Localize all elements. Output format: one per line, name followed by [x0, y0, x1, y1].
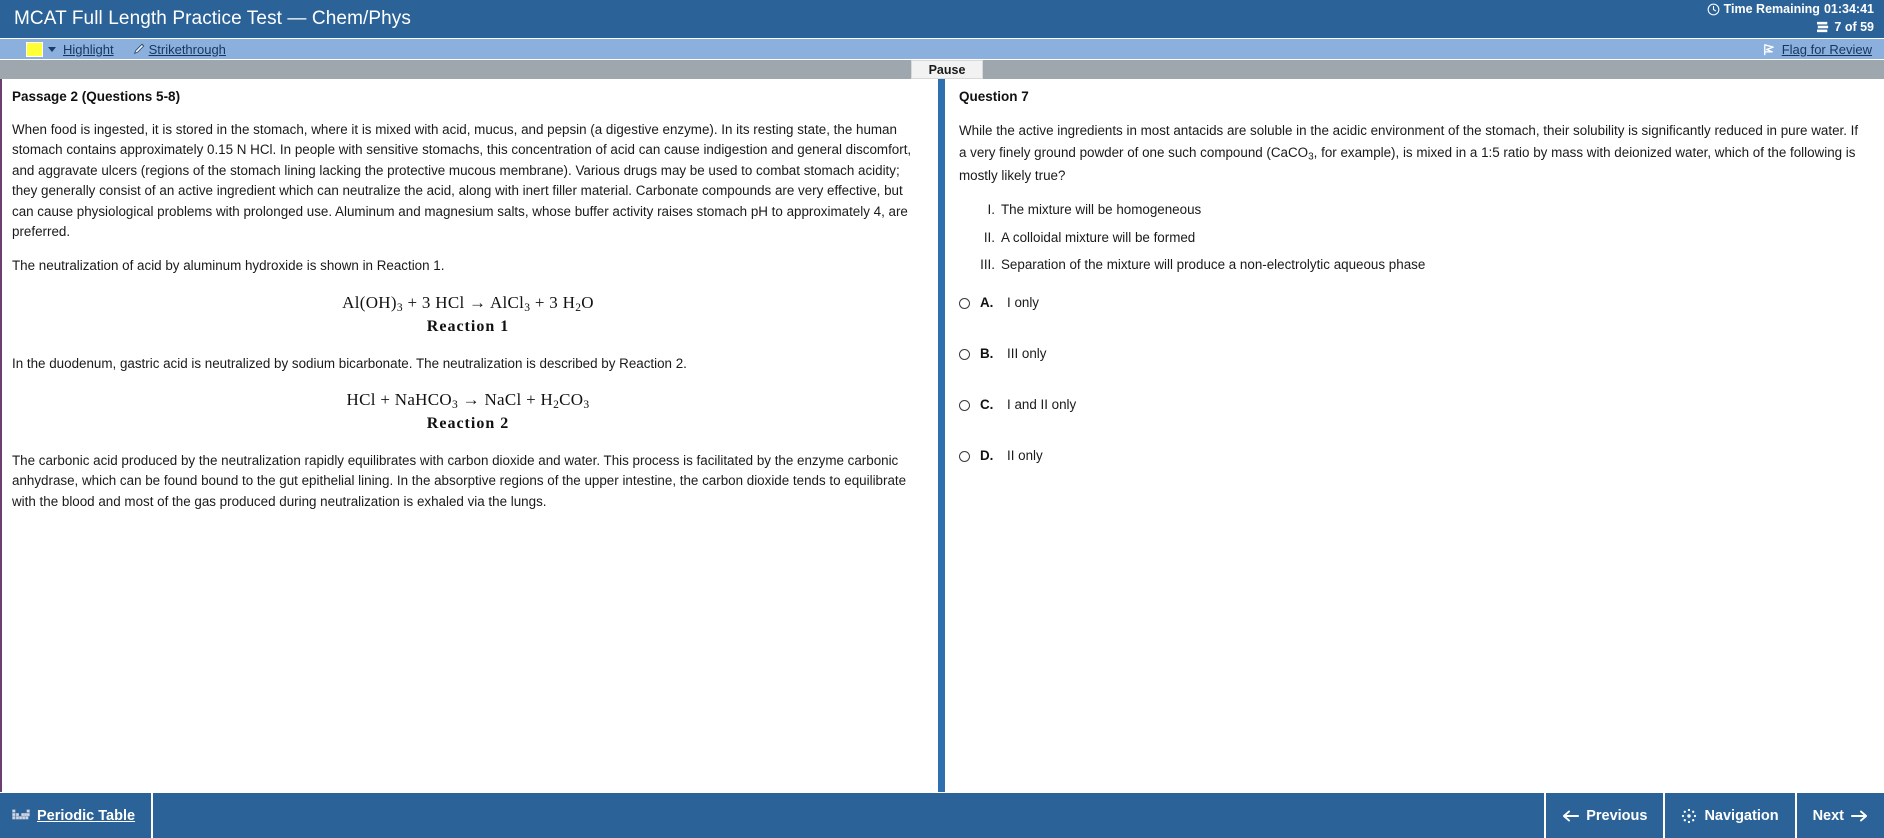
answer-choice-a[interactable]: [959, 295, 1868, 310]
next-button[interactable]: [1795, 793, 1884, 838]
roman-item-1: [973, 199, 1868, 220]
arrow-left-icon: [1562, 809, 1579, 823]
answer-choice-d[interactable]: [959, 448, 1868, 463]
answer-letter-c: C.: [980, 397, 994, 413]
highlight-button-label[interactable]: Highlight: [63, 41, 114, 57]
navigation-icon: [1681, 808, 1697, 824]
highlight-tool[interactable]: [26, 42, 114, 57]
passage-title: Passage 2 (Questions 5-8): [12, 89, 181, 104]
exam-content: [0, 79, 1884, 792]
roman-numeral-3: III.: [980, 256, 995, 272]
question-counter-value: 7 of 59: [1834, 19, 1874, 34]
app-header: [0, 0, 1884, 38]
answer-text-d: II only: [1007, 448, 1043, 464]
roman-text-2: A colloidal mixture will be formed: [1001, 229, 1196, 245]
question-stem-subscript: 3: [1308, 151, 1314, 163]
answer-choice-c[interactable]: [959, 397, 1868, 412]
reaction-1-label: Reaction 1: [426, 317, 510, 335]
reaction-2-equation: HCl + NaHCO$_3$ → NaCl + $H_2CO_3$: [346, 389, 590, 411]
next-label: Next: [1812, 807, 1844, 824]
radio-button-c[interactable]: [959, 400, 970, 411]
pencil-icon[interactable]: [132, 42, 146, 56]
roman-text-3: Separation of the mixture will produce a non-electrolytic aqueous phase: [1001, 256, 1426, 272]
answer-letter-a: A.: [980, 295, 994, 311]
reaction-1-block: [12, 293, 924, 336]
passage-panel: [2, 79, 938, 792]
radio-button-b[interactable]: [959, 349, 970, 360]
answer-choice-b[interactable]: [959, 346, 1868, 361]
answer-letter-d: D.: [980, 448, 994, 464]
reaction-1-equation: $Al(OH)_3 + 3$ HCl → AlCl$_3$ + 3 $H_2O$: [342, 292, 594, 314]
question-panel: [945, 79, 1884, 792]
previous-button[interactable]: [1544, 793, 1663, 838]
periodic-table-button[interactable]: [0, 793, 153, 838]
pages-icon: [1816, 21, 1830, 33]
flag-icon[interactable]: [1761, 42, 1776, 57]
roman-item-2: [973, 227, 1868, 248]
header-status-group: [1707, 2, 1874, 35]
flag-for-review-button[interactable]: [1761, 42, 1872, 57]
radio-button-a[interactable]: [959, 298, 970, 309]
clock-icon: [1707, 3, 1720, 16]
reaction-2-label: Reaction 2: [426, 414, 510, 432]
passage-paragraph-4: The carbonic acid produced by the neutralization rapidly equilibrates with carbon dioxide and water. This process is facilitated by the enzyme carbonic anhydrase, which can be found bound to the gut epithelial lining. In the absorptive regions of the upper intestine, the carbon dioxide tends to equilibrate with the blood and most of the gas produced during neutralization is exhaled via the lungs.: [12, 452, 907, 509]
answer-text-c: I and II only: [1007, 397, 1077, 413]
periodic-table-text: Periodic Table: [37, 807, 136, 824]
question-stem-part1: While the active ingredients in most antacids are soluble in the acidic environment of the stomach, their solubility is significantly reduced in pure water. If a very finely ground powder of one such compound (CaCO: [959, 123, 1859, 160]
navigation-label: Navigation: [1704, 807, 1779, 824]
strikethrough-tool[interactable]: [132, 42, 226, 57]
roman-numeral-1: I.: [987, 202, 995, 218]
footer-nav-group: [1544, 793, 1884, 838]
radio-button-d[interactable]: [959, 451, 970, 462]
time-remaining-label: Time Remaining: [1723, 2, 1820, 16]
answer-text-a: I only: [1007, 295, 1040, 311]
answer-letter-b: B.: [980, 346, 994, 362]
periodic-table-icon: [12, 809, 30, 823]
highlight-color-swatch[interactable]: [26, 42, 43, 57]
time-remaining: [1707, 2, 1874, 18]
question-counter: [1707, 20, 1874, 36]
strikethrough-button-label[interactable]: Strikethrough: [148, 41, 226, 57]
pause-button[interactable]: Pause: [911, 60, 983, 79]
annotation-toolbar: [0, 38, 1884, 60]
chevron-down-icon[interactable]: [48, 47, 56, 52]
roman-numeral-2: II.: [983, 229, 995, 245]
reaction-2-block: [12, 390, 924, 433]
arrow-right-icon: [1851, 809, 1868, 823]
roman-item-3: [973, 254, 1868, 275]
previous-label: Previous: [1586, 807, 1648, 824]
passage-paragraph-1: When food is ingested, it is stored in the stomach, where it is mixed with acid, mucus, and pepsin (a digestive enzyme). In its resting state, the human stomach contains approximately 0.15 N HCl. In people with sensitive stomachs, this concentration of acid can cause indigestion and general discomfort, and aggravate ulcers (regions of the stomach lining lacking the protective mucous membrane). Various drugs may be used to combat stomach acidity; they generally consist of an active ingredient which can neutralize the acid, along with inert filler material. Carbonate compounds are very effective, but can cause physiological problems with prolonged use. Aluminum and magnesium salts, whose buffer activity raises stomach pH to approximately 4, are preferred.: [12, 122, 912, 239]
answer-choices: [959, 295, 1868, 463]
question-stem-part2: , for example), is mixed in a 1:5 ratio by mass with deionized water, which of the following is mostly likely true?: [959, 144, 1856, 184]
exam-footer: [0, 792, 1884, 838]
roman-text-1: The mixture will be homogeneous: [1001, 202, 1202, 218]
passage-paragraph-3: In the duodenum, gastric acid is neutralized by sodium bicarbonate. The neutralization is described by Reaction 2.: [12, 355, 687, 371]
panel-divider[interactable]: [938, 79, 945, 792]
page-title: MCAT Full Length Practice Test — Chem/Phys: [14, 8, 412, 29]
periodic-table-label: [37, 808, 135, 824]
answer-text-b: III only: [1007, 346, 1047, 362]
question-stem: [959, 120, 1868, 187]
navigation-button[interactable]: [1663, 793, 1794, 838]
pause-bar: [0, 60, 1884, 79]
question-title: Question 7: [959, 89, 1029, 104]
time-remaining-value: 01:34:41: [1823, 2, 1874, 16]
flag-for-review-label[interactable]: Flag for Review: [1781, 41, 1872, 57]
passage-paragraph-2: The neutralization of acid by aluminum hydroxide is shown in Reaction 1.: [12, 258, 445, 274]
roman-numeral-list: [973, 199, 1868, 275]
